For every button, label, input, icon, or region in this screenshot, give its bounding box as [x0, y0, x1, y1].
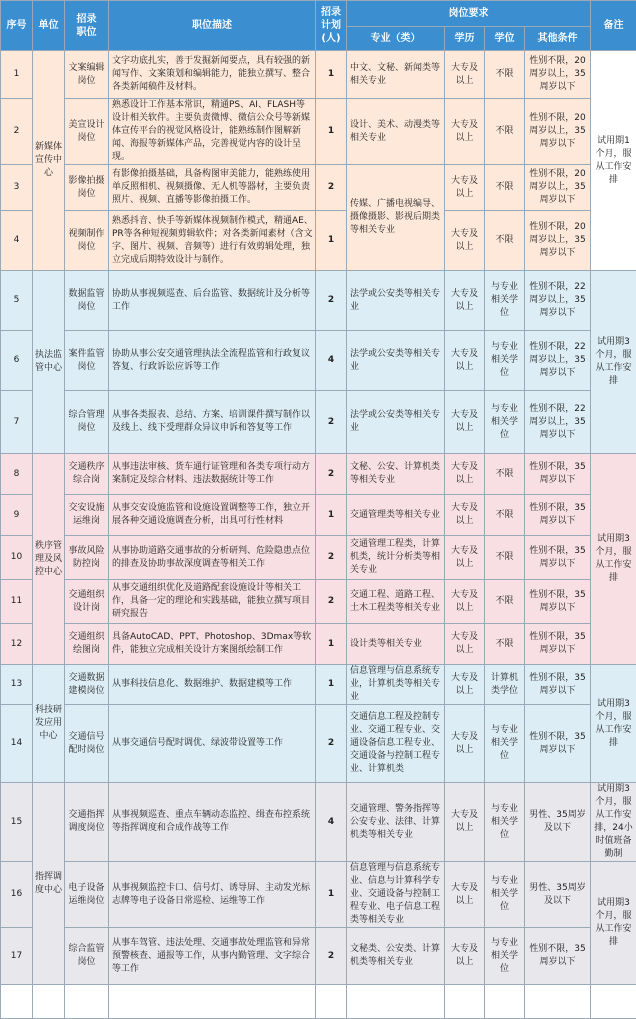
other-cell: 性别不限，35周岁以下: [525, 624, 591, 665]
post-cell: 交通秩序综合岗: [65, 454, 109, 495]
post-cell: 交通组织设计岗: [65, 580, 109, 624]
desc-cell: 熟悉设计工作基本常识，精通PS、AI、FLASH等设计相关软件。主要负责微博、微信公众号等新媒体宣传平台的视觉风格设计，能熟练制作图解新闻、海报等新媒体产品，完善视觉内容的设计呈现。: [109, 99, 316, 165]
other-cell: 性别不限，35周岁以下: [525, 705, 591, 783]
degree-cell: 不限: [485, 165, 525, 211]
table-row: [1, 705, 636, 783]
degree-cell: 不限: [485, 99, 525, 165]
other-cell: 男性、35周岁及以下: [525, 862, 591, 928]
header-desc: 职位描述: [109, 1, 316, 51]
other-cell: 性别不限，35周岁以下: [525, 580, 591, 624]
other-cell: 性别不限，35周岁以下: [525, 665, 591, 705]
post-cell: 交通数据建模岗位: [65, 665, 109, 705]
row-no: 1: [1, 51, 33, 99]
desc-cell: 协助从事公安交通管理执法全流程监管和行政复议答复、行政诉讼应诉等工作: [109, 331, 316, 391]
post-cell: 案件监管岗位: [65, 331, 109, 391]
table-row: [1, 165, 636, 211]
desc-cell: 从事交通信号配时调优、绿波带设置等工作: [109, 705, 316, 783]
edu-cell: 大专及以上: [445, 928, 485, 985]
table-row: [1, 624, 636, 665]
major-cell: 设计、美术、动漫类等相关专业: [347, 99, 445, 165]
row-no: 12: [1, 624, 33, 665]
header-major: 专业（类）: [347, 27, 445, 51]
other-cell: 性别不限，35周岁以下: [525, 495, 591, 536]
count-cell: 2: [316, 580, 347, 624]
remark-cell: 试用期3个月，服从工作安排: [591, 862, 636, 985]
remark-cell: 试用期3个月，服从工作安排，24小时值班备勤制: [591, 783, 636, 862]
remark-cell: 试用期3个月，服从工作安排: [591, 271, 636, 454]
major-cell: 文秘类、公安类、计算机类等相关专业: [347, 928, 445, 985]
count-cell: 2: [316, 454, 347, 495]
remark-cell: 试用期1个月，服从工作安排: [591, 51, 636, 271]
desc-cell: 从事协助道路交通事故的分析研判、危险隐患点位的排查及协助事故深度调查等相关工作: [109, 536, 316, 580]
row-no: 10: [1, 536, 33, 580]
desc-cell: 从事各类报表、总结、方案、培训课件撰写制作以及线上、线下受理群众异议申诉和答复等工作: [109, 391, 316, 454]
degree-cell: 不限: [485, 495, 525, 536]
row-no: 3: [1, 165, 33, 211]
degree-cell: 与专业相关学位: [485, 928, 525, 985]
count-cell: 1: [316, 862, 347, 928]
count-cell: 4: [316, 783, 347, 862]
edu-cell: 大专及以上: [445, 862, 485, 928]
other-cell: 性别不限，35周岁以下: [525, 454, 591, 495]
table-row: [1, 580, 636, 624]
other-cell: 性别不限，20周岁以上，35周岁以下: [525, 211, 591, 271]
edu-cell: 大专及以上: [445, 624, 485, 665]
count-cell: 2: [316, 271, 347, 331]
unit-cell: 秩序管理及风控中心: [33, 454, 65, 665]
other-cell: 性别不限，20周岁以上，35周岁以下: [525, 51, 591, 99]
other-cell: 性别不限，35周岁以下: [525, 536, 591, 580]
post-cell: 数据监管岗位: [65, 271, 109, 331]
remark-cell: 试用期3个月，服从工作安排: [591, 665, 636, 783]
edu-cell: 大专及以上: [445, 495, 485, 536]
desc-cell: 从事科技信息化、数据维护、数据建模等工作: [109, 665, 316, 705]
count-cell: 1: [316, 495, 347, 536]
edu-cell: 大专及以上: [445, 665, 485, 705]
desc-cell: 从事视频巡查、重点车辆动态监控、缉查布控系统等指挥调度和合成作战等工作: [109, 783, 316, 862]
degree-cell: 与专业相关学位: [485, 783, 525, 862]
count-cell: 2: [316, 536, 347, 580]
edu-cell: 大专及以上: [445, 454, 485, 495]
count-cell: 4: [316, 331, 347, 391]
other-cell: 性别不限，20周岁以上，35周岁以下: [525, 165, 591, 211]
header-other: 其他条件: [525, 27, 591, 51]
post-cell: 交通信号配时岗位: [65, 705, 109, 783]
major-cell: 文秘、公安、计算机类等相关专业: [347, 454, 445, 495]
major-cell: 法学或公安类等相关专业: [347, 391, 445, 454]
header-edu: 学历: [445, 27, 485, 51]
header-count: 招录 计划 (人): [316, 1, 347, 51]
count-cell: 2: [316, 705, 347, 783]
desc-cell: 从事车驾管、违法处理、交通事故处理监管和异常预警核查、通报等工作，从事内勤管理、文字综合等工作: [109, 928, 316, 985]
row-no: 6: [1, 331, 33, 391]
post-cell: 视频制作岗位: [65, 211, 109, 271]
major-cell: 交通管理类等相关专业: [347, 495, 445, 536]
row-no: 15: [1, 783, 33, 862]
major-cell: 设计类等相关专业: [347, 624, 445, 665]
post-cell: 交通组织绘图岗: [65, 624, 109, 665]
major-cell: 信息管理与信息系统专业，计算机类等相关专业: [347, 665, 445, 705]
header-post: 招录 职位: [65, 1, 109, 51]
table-row: [1, 331, 636, 391]
major-cell: 中文、文秘、新闻类等相关专业: [347, 51, 445, 99]
other-cell: 性别不限，22周岁以上，35周岁以下: [525, 271, 591, 331]
row-no: 14: [1, 705, 33, 783]
count-cell: 1: [316, 211, 347, 271]
post-cell: 事故风险防控岗: [65, 536, 109, 580]
major-cell: 传媒、广播电视编导、摄像摄影、影视后期类等相关专业: [347, 165, 445, 271]
row-no: 9: [1, 495, 33, 536]
header-remark: 备注: [591, 1, 636, 51]
edu-cell: 大专及以上: [445, 391, 485, 454]
header-req: 岗位要求: [347, 1, 591, 27]
table-row: [1, 391, 636, 454]
unit-cell: 执法监管中心: [33, 271, 65, 454]
post-cell: 综合管理岗位: [65, 391, 109, 454]
edu-cell: 大专及以上: [445, 165, 485, 211]
row-no: 8: [1, 454, 33, 495]
count-cell: 2: [316, 391, 347, 454]
unit-cell: 科技研发应用中心: [33, 665, 65, 783]
edu-cell: 大专及以上: [445, 705, 485, 783]
degree-cell: 不限: [485, 51, 525, 99]
degree-cell: 与专业相关学位: [485, 271, 525, 331]
edu-cell: 大专及以上: [445, 271, 485, 331]
table-row: [1, 862, 636, 928]
table-row: [1, 51, 636, 99]
other-cell: 性别不限，22周岁以上，35周岁以下: [525, 391, 591, 454]
degree-cell: 不限: [485, 580, 525, 624]
unit-cell: 指挥调度中心: [33, 783, 65, 985]
row-no: 5: [1, 271, 33, 331]
edu-cell: 大专及以上: [445, 211, 485, 271]
degree-cell: 与专业相关学位: [485, 331, 525, 391]
major-cell: 交通管理工程类，计算机类，统计分析类等相关专业: [347, 536, 445, 580]
major-cell: 交通工程、道路工程、土木工程类等相关专业: [347, 580, 445, 624]
header-no: 序号: [1, 1, 33, 51]
table-row: [1, 665, 636, 705]
post-cell: 美宣设计岗位: [65, 99, 109, 165]
degree-cell: 不限: [485, 624, 525, 665]
row-no: 2: [1, 99, 33, 165]
other-cell: 男性、35周岁及以下: [525, 783, 591, 862]
post-cell: 文案编辑岗位: [65, 51, 109, 99]
degree-cell: 与专业相关学位: [485, 862, 525, 928]
desc-cell: 从事交通组织优化及道路配套设施设计等相关工作，具备一定的理论和实践基础，能独立撰写项目研究报告: [109, 580, 316, 624]
row-no: 4: [1, 211, 33, 271]
row-no: 13: [1, 665, 33, 705]
table-row: [1, 454, 636, 495]
desc-cell: 从事交安设施监管和设施设置调整等工作，独立开展各种交通设施调查分析，出具可行性材料: [109, 495, 316, 536]
major-cell: 交通管理、警务指挥等公安专业、法律、计算机类等相关专业: [347, 783, 445, 862]
table-row: [1, 211, 636, 271]
other-cell: 性别不限，22周岁以上，35周岁以下: [525, 331, 591, 391]
edu-cell: 大专及以上: [445, 51, 485, 99]
post-cell: 电子设备运维岗位: [65, 862, 109, 928]
degree-cell: 不限: [485, 536, 525, 580]
degree-cell: 不限: [485, 211, 525, 271]
major-cell: 法学或公安类等相关专业: [347, 271, 445, 331]
row-no: 17: [1, 928, 33, 985]
count-cell: 2: [316, 165, 347, 211]
edu-cell: 大专及以上: [445, 580, 485, 624]
degree-cell: 不限: [485, 454, 525, 495]
desc-cell: 具备AutoCAD、PPT、Photoshop、3Dmax等软件，能独立完成相关设计方案图纸绘制工作: [109, 624, 316, 665]
edu-cell: 大专及以上: [445, 331, 485, 391]
count-cell: 1: [316, 99, 347, 165]
table-row: [1, 783, 636, 862]
unit-cell: 新媒体宣传中心: [33, 51, 65, 271]
count-cell: 1: [316, 624, 347, 665]
post-cell: 综合监管岗位: [65, 928, 109, 985]
degree-cell: 计算机类学位: [485, 665, 525, 705]
header-degree: 学位: [485, 27, 525, 51]
table-row: [1, 928, 636, 985]
post-cell: 影像拍摄岗位: [65, 165, 109, 211]
desc-cell: 协助从事视频巡查、后台监管、数据统计及分析等工作: [109, 271, 316, 331]
remark-cell: 试用期3个月，服从工作安排: [591, 454, 636, 665]
other-cell: 性别不限，35周岁以下: [525, 928, 591, 985]
desc-cell: 熟悉抖音、快手等新媒体视频制作模式，精通AE、PR等各种短视频剪辑软件；对各类新闻素材（含文字、图片、视频、音频等）进行有效剪辑处理，独立完成后期特效设计与制作。: [109, 211, 316, 271]
desc-cell: 从事视频监控卡口、信号灯、诱导屏、主动发光标志牌等电子设备日常巡检、运维等工作: [109, 862, 316, 928]
desc-cell: 从事违法审核、货车通行证管理和各类专项行动方案制定及综合材料、违法数据统计等工作: [109, 454, 316, 495]
edu-cell: 大专及以上: [445, 536, 485, 580]
table-row: [1, 271, 636, 331]
desc-cell: 文字功底扎实，善于发掘新闻要点，具有较强的新闻写作、文案策划和编辑能力，能独立撰写、整合各类新闻稿件及材料。: [109, 51, 316, 99]
major-cell: 交通信息工程及控制专业、交通工程专业、交通设备信息工程专业、交通设备与控制工程专业、计算机类: [347, 705, 445, 783]
degree-cell: 与专业相关学位: [485, 705, 525, 783]
major-cell: 信息管理与信息系统专业、信息与计算科学专业、交通设备与控制工程专业、电子信息工程类等相关专业: [347, 862, 445, 928]
header-unit: 单位: [33, 1, 65, 51]
row-no: 11: [1, 580, 33, 624]
blank-row: [1, 985, 636, 1019]
degree-cell: 与专业相关学位: [485, 391, 525, 454]
count-cell: 2: [316, 928, 347, 985]
table-row: [1, 495, 636, 536]
count-cell: 1: [316, 51, 347, 99]
table-row: [1, 99, 636, 165]
major-cell: 法学或公安类等相关专业: [347, 331, 445, 391]
row-no: 16: [1, 862, 33, 928]
desc-cell: 有影像拍摄基础，具备构图审美能力，能熟练使用单反照相机、视频摄像、无人机等器材，主要负责照片、视频、直播等影像拍摄工作。: [109, 165, 316, 211]
edu-cell: 大专及以上: [445, 99, 485, 165]
other-cell: 性别不限，20周岁以上，35周岁以下: [525, 99, 591, 165]
edu-cell: 大专及以上: [445, 783, 485, 862]
post-cell: 交通指挥调度岗位: [65, 783, 109, 862]
count-cell: 1: [316, 665, 347, 705]
post-cell: 交安设施运维岗: [65, 495, 109, 536]
table-row: [1, 536, 636, 580]
row-no: 7: [1, 391, 33, 454]
